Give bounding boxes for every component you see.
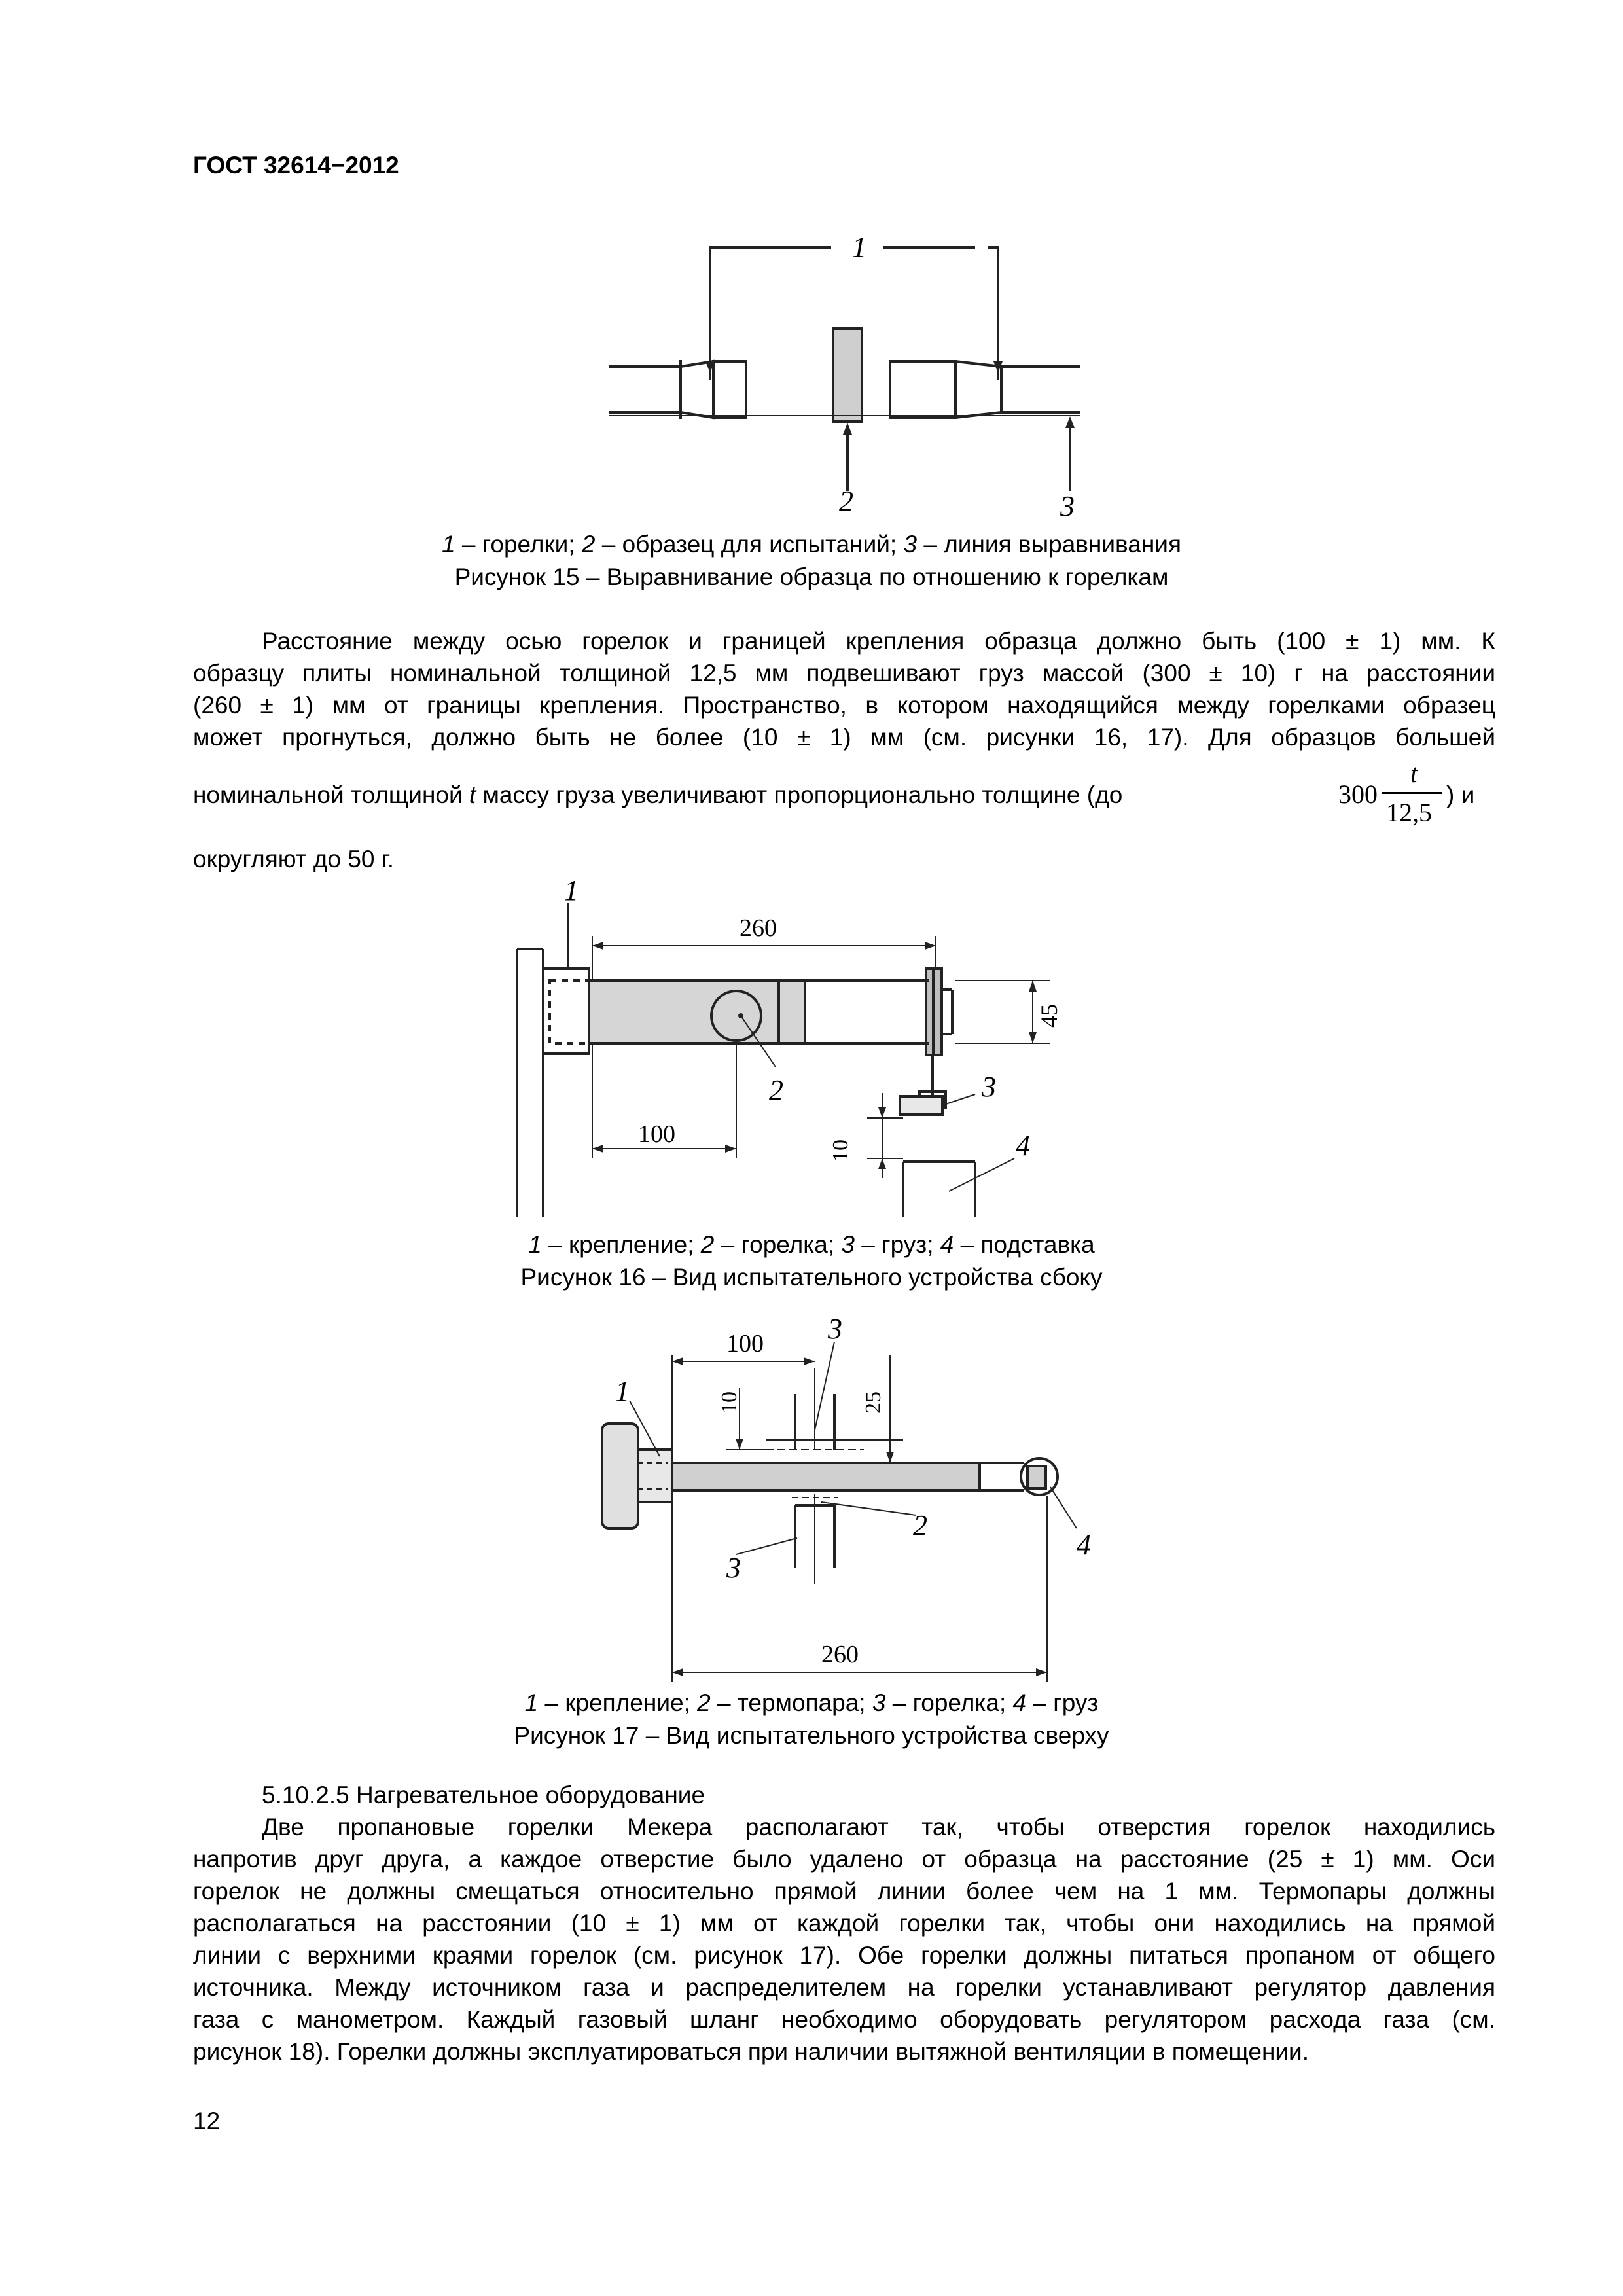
section-line: горелок не должны смещаться относительно прямой линии более чем на 1 мм. Термопары должны (193, 1878, 1495, 1905)
section-paragraph (193, 1811, 1495, 2068)
formula-line: номинальной толщиной t массу груза увеличивают пропорционально толщине (до (193, 781, 1123, 808)
fig16-label-3: 3 (982, 1071, 996, 1103)
fig15-leader-left (710, 247, 831, 380)
section-line: линии с верхними краями горелок (см. рисунок 17). Обе горелки должны питаться пропаном от общего (193, 1942, 1495, 1969)
fig15-label-1: 1 (852, 231, 866, 263)
section-line: Две пропановые горелки Мекера располагают так, чтобы отверстия горелок находились (262, 1814, 1495, 1840)
fig17-dim-260: 260 (821, 1641, 859, 1668)
section-line: располагаться на расстоянии (10 ± 1) мм от каждой горелки так, чтобы они находились на прямой (193, 1910, 1495, 1937)
paragraph-1 (193, 625, 1495, 753)
figure-16-drawing (504, 870, 1093, 1237)
formula-after: ) и (1446, 781, 1475, 808)
fraction-bar (1382, 792, 1442, 794)
section-line: источника. Между источником газа и распределителем на горелки устанавливают регулятор давления (193, 1974, 1495, 2001)
fig15-leader-right (988, 247, 998, 380)
section-line: газа с манометром. Каждый газовый шланг необходимо оборудовать регулятором расхода газа (см. (193, 2006, 1495, 2033)
paragraph-1-line: Расстояние между осью горелок и границей крепления образца должно быть (100 ± 1) мм. К (262, 628, 1495, 655)
figure-15-drawing (609, 223, 1106, 517)
figure-16-legend: 1 – крепление; 2 – горелка; 3 – груз; 4 – подставка (528, 1231, 1095, 1258)
fig17-dim-100: 100 (726, 1330, 764, 1357)
figure-15-legend: 1 – горелки; 2 – образец для испытаний; 3 – линия выравнивания (442, 531, 1181, 558)
paragraph-1-line: образцу плиты номинальной толщиной 12,5 мм подвешивают груз массой (300 ± 10) г на расстоянии (193, 660, 1495, 687)
fig17-label-2: 2 (913, 1509, 927, 1541)
section-line: напротив друг друга, а каждое отверстие было удалено от образца на расстояние (25 ± 1) мм. Оси (193, 1846, 1495, 1873)
page-number: 12 (193, 2108, 221, 2134)
fig16-dim-260: 260 (740, 914, 777, 942)
fig17-label-3-bottom: 3 (726, 1552, 741, 1584)
fig17-dim-10: 10 (717, 1391, 741, 1414)
formula-denominator: 12,5 (1386, 798, 1432, 827)
fig16-label-2: 2 (769, 1074, 783, 1106)
figure-17-title: Рисунок 17 – Вид испытательного устройства сверху (514, 1722, 1109, 1749)
fig15-label-2: 2 (839, 485, 853, 517)
figure-17-legend: 1 – крепление; 2 – термопара; 3 – горелка; 4 – груз (524, 1689, 1099, 1716)
fig15-label-3: 3 (1060, 490, 1075, 517)
figure-15-title: Рисунок 15 – Выравнивание образца по отношению к горелкам (454, 564, 1169, 590)
formula-coefficient: 300 (1338, 780, 1378, 809)
section-line: рисунок 18). Горелки должны эксплуатироваться при наличии вытяжной вентиляции в помещении. (193, 2038, 1309, 2065)
paragraph-1-line: может прогнуться, должно быть не более (10 ± 1) мм (см. рисунки 16, 17). Для образцов большей (193, 724, 1495, 751)
fig17-label-1: 1 (615, 1375, 630, 1407)
fig16-dim-100: 100 (638, 1121, 675, 1148)
formula-numerator: t (1410, 759, 1418, 788)
fig16-dim-45: 45 (1036, 1004, 1062, 1028)
figure-17-drawing (589, 1316, 1178, 1682)
fig16-label-4: 4 (1016, 1130, 1030, 1162)
figure-16-title: Рисунок 16 – Вид испытательного устройства сбоку (520, 1264, 1103, 1291)
paragraph-1-last-line: округляют до 50 г. (193, 846, 395, 872)
paragraph-1-line: (260 ± 1) мм от границы крепления. Пространство, в котором находящийся между горелками образец (193, 692, 1495, 719)
fig17-dim-25: 25 (861, 1391, 885, 1414)
fig17-label-3-top: 3 (828, 1316, 842, 1345)
fig16-label-1: 1 (564, 874, 579, 906)
fig16-dim-10: 10 (829, 1139, 853, 1162)
fig17-label-4: 4 (1077, 1529, 1091, 1561)
section-heading: 5.10.2.5 Нагревательное оборудование (262, 1782, 705, 1808)
document-header: ГОСТ 32614−2012 (193, 152, 399, 179)
